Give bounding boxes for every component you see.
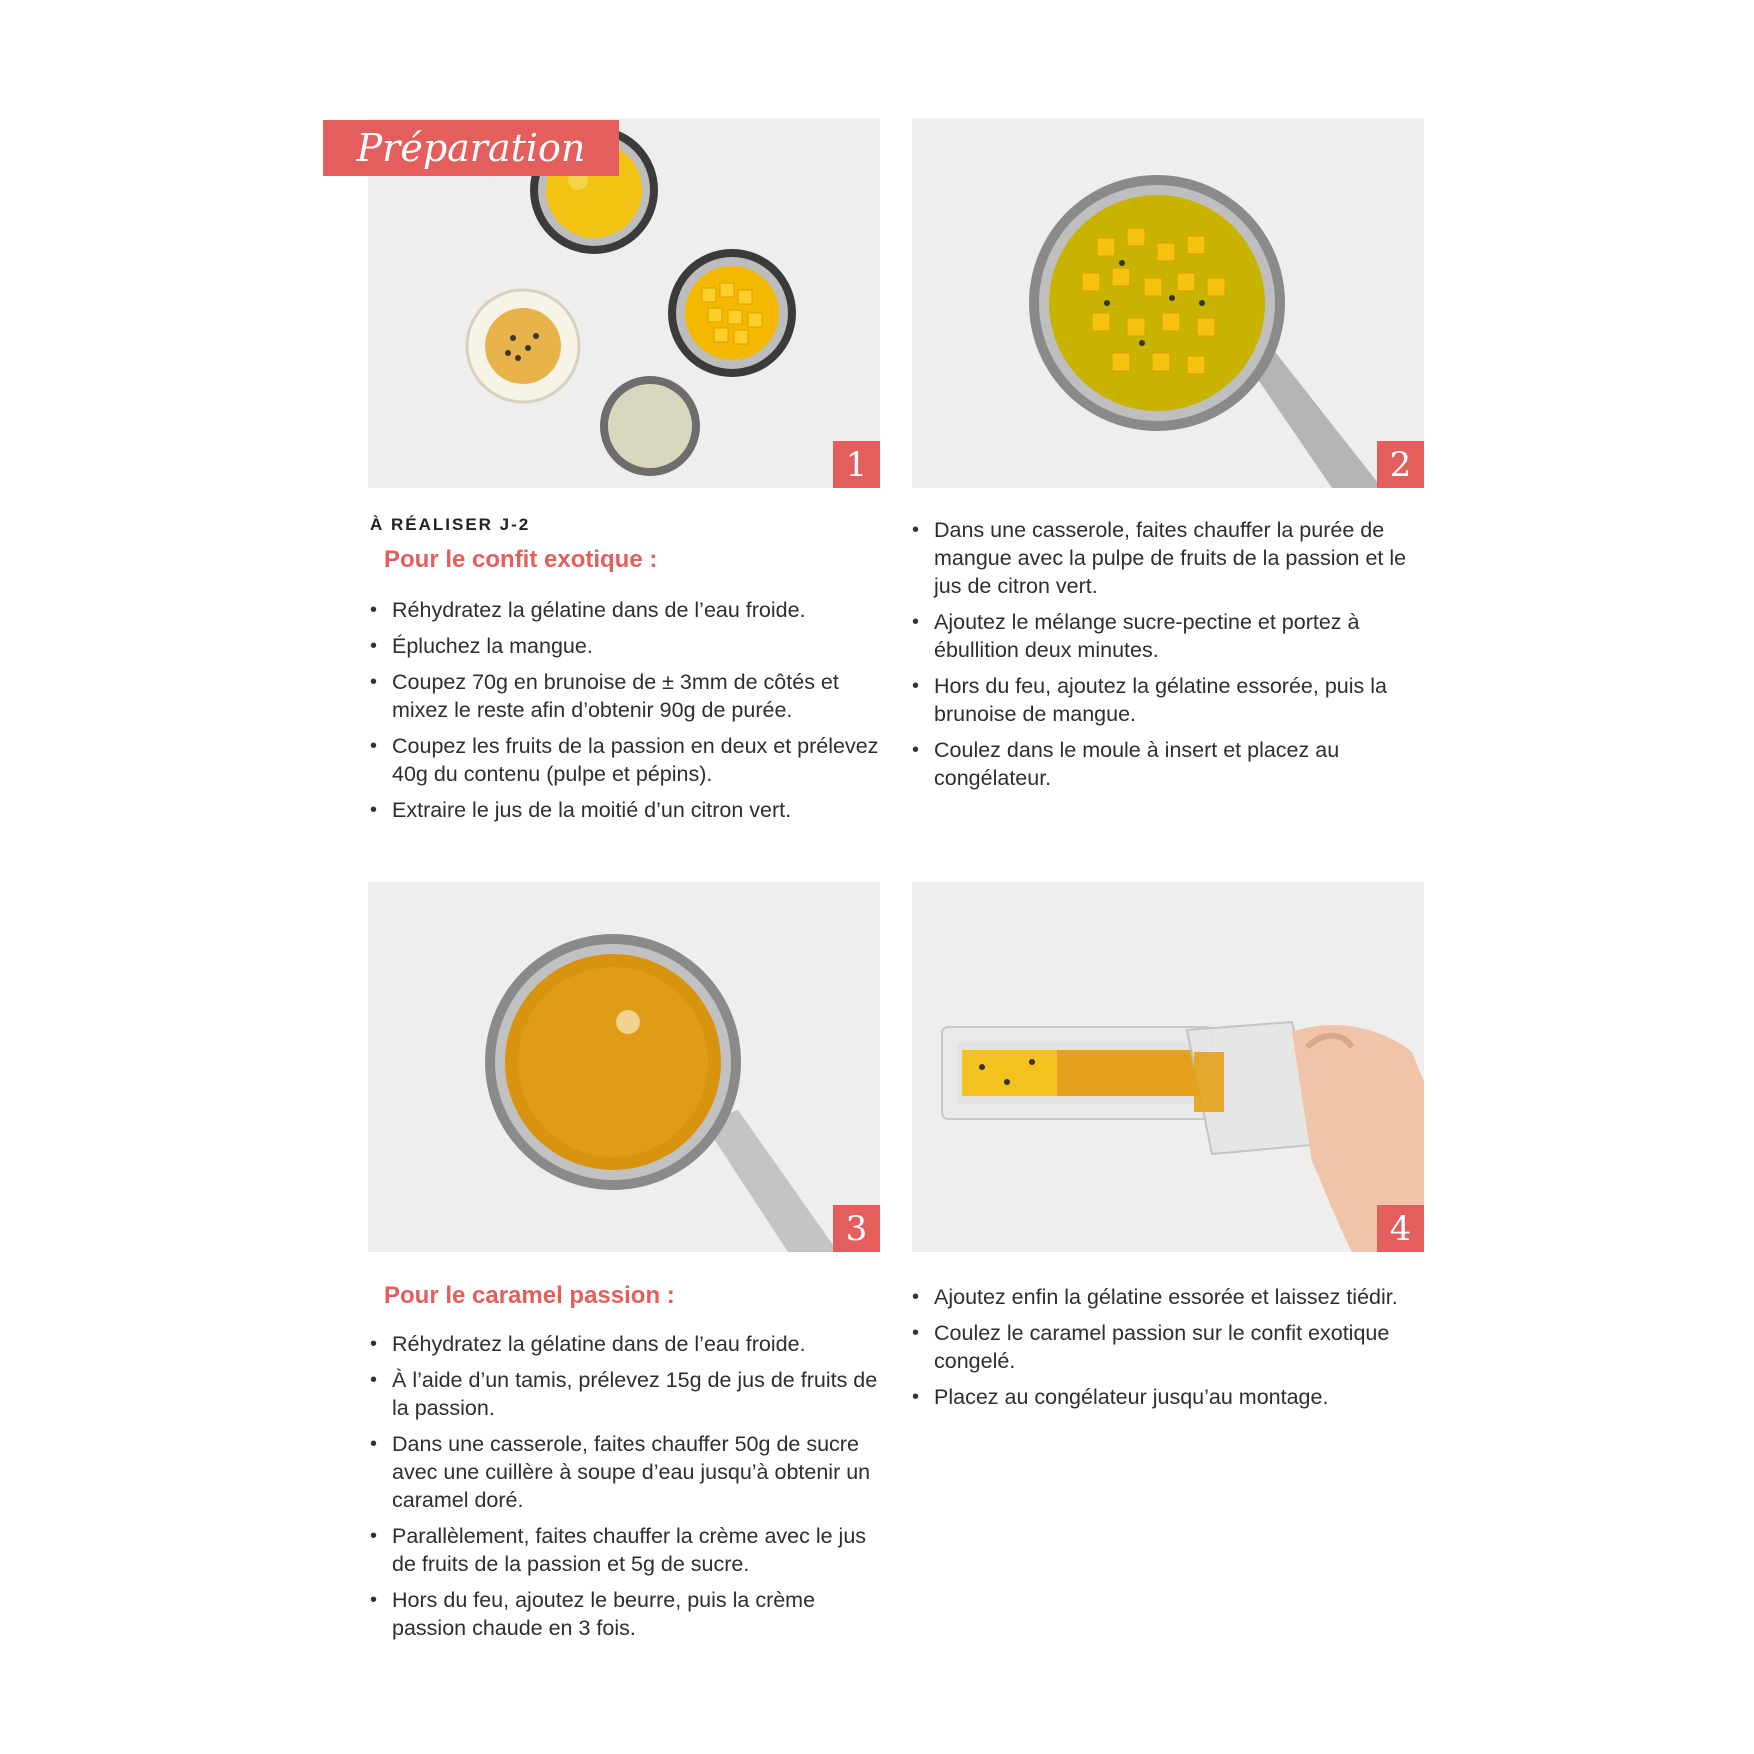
- pouring-into-insert-mold-image: [912, 882, 1424, 1252]
- caramel-section-title: Pour le caramel passion :: [384, 1282, 675, 1309]
- list-item: • À l’aide d’un tamis, prélevez 15g de jus de fruits de la passion.: [368, 1366, 883, 1422]
- list-item: • Dans une casserole, faites chauffer 50g de sucre avec une cuillère à soupe d’eau jusqu’à obtenir un caramel doré.: [368, 1430, 883, 1514]
- confit-steps-list: [368, 596, 883, 832]
- list-item: • Placez au congélateur jusqu’au montage.: [910, 1383, 1430, 1411]
- list-item: • Coupez 70g en brunoise de ± 3mm de côtés et mixez le reste afin d’obtenir 90g de purée.: [368, 668, 883, 724]
- step-number-badge: 3: [833, 1205, 880, 1252]
- step-3-photo: [368, 882, 880, 1252]
- list-item: • Coupez les fruits de la passion en deux et prélevez 40g du contenu (pulpe et pépins).: [368, 732, 883, 788]
- confit-section-title: Pour le confit exotique :: [384, 546, 658, 573]
- timing-subhead: À RÉALISER J-2: [370, 515, 531, 534]
- list-item: • Parallèlement, faites chauffer la crème avec le jus de fruits de la passion et 5g de sucre.: [368, 1522, 883, 1578]
- saucepan-mango-passion-image: [912, 118, 1424, 488]
- list-item: • Ajoutez enfin la gélatine essorée et laissez tiédir.: [910, 1283, 1430, 1311]
- step-number-badge: 1: [833, 441, 880, 488]
- step-2-photo: [912, 118, 1424, 488]
- list-item: • Épluchez la mangue.: [368, 632, 883, 660]
- list-item: • Dans une casserole, faites chauffer la purée de mangue avec la pulpe de fruits de la passion et le jus de citron vert.: [910, 516, 1430, 600]
- confit-steps-list-right: [910, 516, 1430, 800]
- preparation-title: Préparation: [356, 126, 586, 170]
- list-item: • Coulez dans le moule à insert et placez au congélateur.: [910, 736, 1430, 792]
- step-4-photo: [912, 882, 1424, 1252]
- list-item: • Hors du feu, ajoutez le beurre, puis la crème passion chaude en 3 fois.: [368, 1586, 883, 1642]
- caramel-steps-list-right: [910, 1283, 1430, 1419]
- list-item: • Réhydratez la gélatine dans de l’eau froide.: [368, 596, 883, 624]
- preparation-banner: [323, 120, 619, 176]
- list-item: • Ajoutez le mélange sucre-pectine et portez à ébullition deux minutes.: [910, 608, 1430, 664]
- list-item: • Hors du feu, ajoutez la gélatine essorée, puis la brunoise de mangue.: [910, 672, 1430, 728]
- list-item: • Coulez le caramel passion sur le confit exotique congelé.: [910, 1319, 1430, 1375]
- step-number-badge: 2: [1377, 441, 1424, 488]
- list-item: • Réhydratez la gélatine dans de l’eau froide.: [368, 1330, 883, 1358]
- saucepan-caramel-image: [368, 882, 880, 1252]
- step-number-badge: 4: [1377, 1205, 1424, 1252]
- list-item: • Extraire le jus de la moitié d’un citron vert.: [368, 796, 883, 824]
- caramel-steps-list: [368, 1330, 883, 1650]
